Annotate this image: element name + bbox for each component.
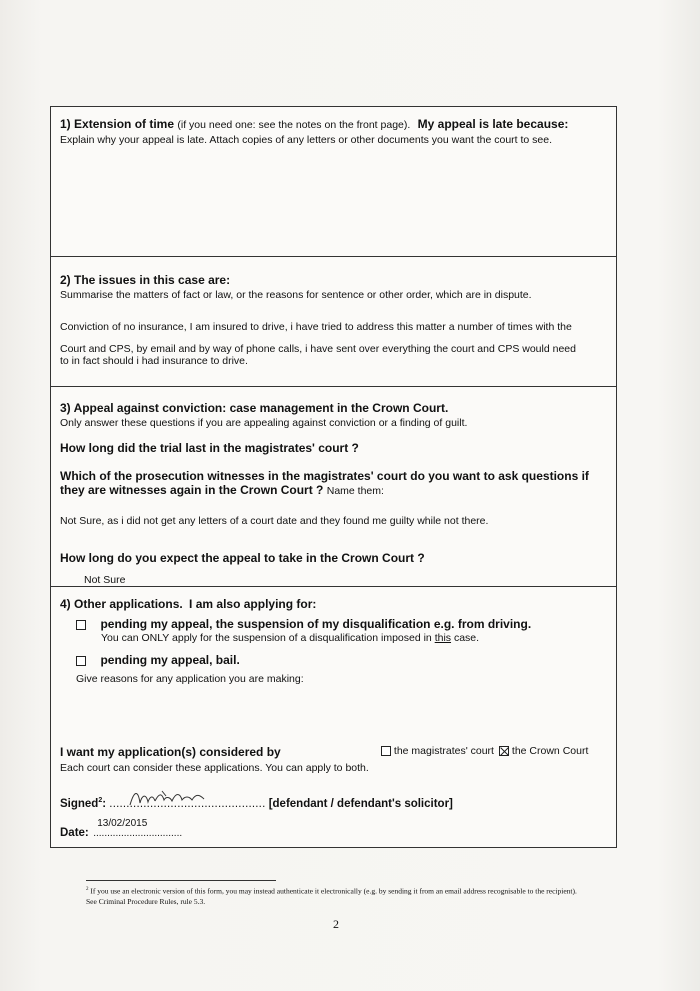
section-1-heading — [60, 117, 568, 131]
bail-checkbox[interactable] — [76, 656, 86, 666]
reasons-answer-area[interactable] — [76, 689, 596, 739]
date-field[interactable] — [93, 818, 183, 839]
section-other-applications — [51, 587, 616, 847]
section-3-title: Appeal against conviction: case management in the Crown Court. — [73, 401, 449, 415]
handwritten-signature — [126, 787, 216, 811]
suspension-note-underline: this — [434, 632, 452, 644]
signature-field[interactable]: .............................................. — [109, 797, 266, 810]
date-label: Date: — [60, 827, 89, 839]
suspension-note-post: case. — [453, 632, 480, 644]
suspension-note-pre: You can ONLY apply for the suspension of a disqualification imposed in — [101, 632, 432, 644]
answer-witnesses: Not Sure, as i did not get any letters of a court date and they found me guilty while not there. — [60, 515, 489, 527]
suspension-note — [101, 632, 479, 644]
section-1-number: 1) — [60, 117, 71, 131]
section-4-title-tail: I am also applying for: — [189, 597, 317, 611]
section-2-instruction: Summarise the matters of fact or law, or the reasons for sentence or other order, which are in dispute. — [60, 289, 532, 301]
suspension-label: pending my appeal, the suspension of my disqualification e.g. from driving. — [100, 617, 532, 631]
question-witnesses-line-2 — [60, 483, 384, 497]
section-1-title-note: (if you need one: see the notes on the front page). — [177, 119, 411, 131]
section-2-answer-line-3: to in fact should i had insurance to drive. — [60, 355, 248, 367]
section-3-number: 3) — [60, 401, 71, 415]
crown-court-checkbox[interactable] — [499, 746, 509, 756]
date-dots: ................................ — [93, 828, 183, 839]
question-witnesses-line-1: Which of the prosecution witnesses in the magistrates' court do you want to ask questions if — [60, 469, 589, 483]
question-appeal-length: How long do you expect the appeal to take in the Crown Court ? — [60, 551, 425, 565]
section-4-title: Other applications. — [74, 597, 183, 611]
bail-label: pending my appeal, bail. — [100, 653, 240, 667]
court-choice-crown[interactable] — [499, 745, 588, 757]
option-bail[interactable] — [76, 651, 240, 669]
section-1-title-tail: My appeal is late because: — [417, 117, 569, 131]
section-2-answer-line-1: Conviction of no insurance, I am insured to drive, i have tried to address this matter a number of times with the — [60, 321, 572, 333]
considered-by-label: I want my application(s) considered by — [60, 745, 281, 759]
section-2-heading — [60, 273, 230, 287]
date-value: 13/02/2015 — [97, 818, 148, 829]
appeal-form — [50, 106, 617, 848]
signature-line — [60, 797, 453, 810]
answer-appeal-length: Not Sure — [84, 574, 126, 586]
section-2-title: The issues in this case are: — [74, 273, 231, 287]
magistrates-court-label: the magistrates' court — [393, 745, 494, 757]
section-3-instruction: Only answer these questions if you are appealing against conviction or a finding of guilt. — [60, 417, 468, 429]
question-trial-length: How long did the trial last in the magistrates' court ? — [60, 441, 359, 455]
section-1-instruction: Explain why your appeal is late. Attach copies of any letters or other documents you want the court to see. — [60, 134, 553, 146]
question-witnesses-note: Name them: — [326, 485, 384, 497]
section-1-title: Extension of time — [74, 117, 175, 131]
section-4-heading — [60, 597, 316, 611]
court-choice-magistrates[interactable] — [381, 745, 494, 757]
signed-label: Signed — [60, 797, 99, 810]
footnote-rule — [86, 880, 276, 881]
crown-court-label: the Crown Court — [511, 745, 589, 757]
section-1-answer-area[interactable] — [60, 151, 605, 251]
footnote-marker: 2 — [86, 887, 89, 892]
option-suspension[interactable] — [76, 615, 531, 633]
reasons-prompt: Give reasons for any application you are making: — [76, 673, 304, 685]
section-issues — [51, 257, 616, 387]
section-2-number: 2) — [60, 273, 71, 287]
footnote — [86, 885, 586, 907]
section-3-heading — [60, 401, 448, 415]
footnote-text: If you use an electronic version of this form, you may instead authenticate it electronically (e.g. by sending it from an email address recognisable to the recipient). See Criminal Procedure Rules, rule 5.3. — [86, 886, 577, 906]
date-line — [60, 818, 183, 841]
magistrates-court-checkbox[interactable] — [381, 746, 391, 756]
signed-footnote-ref: 2 — [98, 797, 103, 804]
signed-colon: : — [102, 797, 107, 810]
section-4-number: 4) — [60, 597, 71, 611]
page-number: 2 — [333, 917, 339, 931]
section-appeal-against-conviction — [51, 387, 616, 587]
section-2-answer-line-2: Court and CPS, by email and by way of phone calls, i have sent over everything the court and CPS would need — [60, 343, 576, 355]
signer-role: [defendant / defendant's solicitor] — [268, 797, 453, 810]
suspension-checkbox[interactable] — [76, 620, 86, 630]
question-witnesses-text: they are witnesses again in the Crown Court ? — [60, 483, 324, 497]
section-extension-of-time — [51, 107, 616, 257]
both-courts-note: Each court can consider these applications. You can apply to both. — [60, 762, 369, 774]
